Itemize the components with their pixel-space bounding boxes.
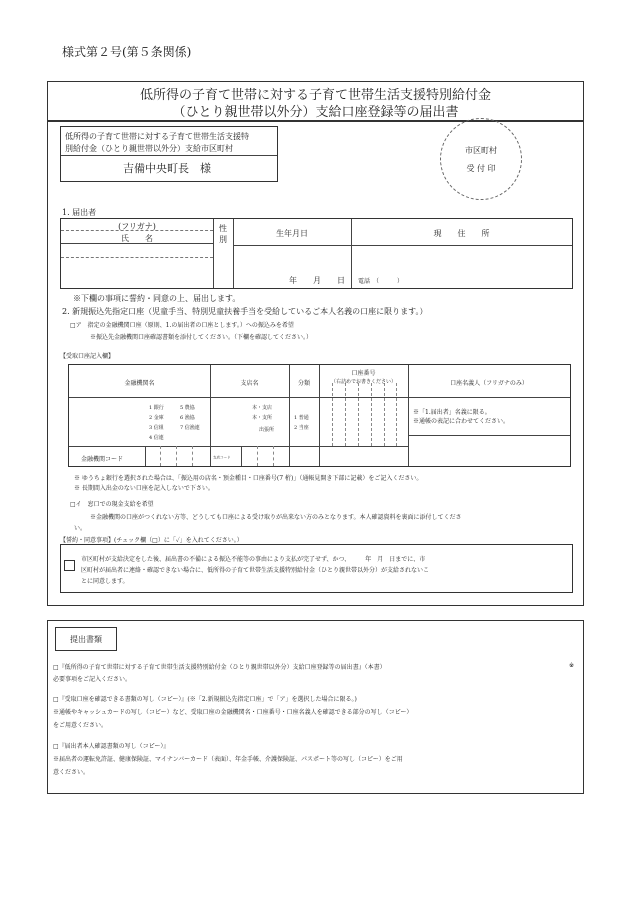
- bank-type-5: 5 農協: [180, 405, 195, 411]
- addressee-line2: 別給付金（ひとり親世帯以外分）支給市区町村: [65, 144, 233, 153]
- section1-heading: 1. 届出者: [62, 208, 97, 217]
- account-type-1: 1 普通: [294, 415, 309, 421]
- yucho-note: ※ ゆうちょ銀行を選択された場合は、「振込用の店名・預金種目・口座番号(7 桁)」（通帳見開き下部に記載）をご記入ください。: [74, 475, 423, 482]
- form-number: 様式第２号(第５条関係): [62, 45, 192, 59]
- furigana-label: (フリガナ): [118, 222, 156, 231]
- submission-heading-box: [55, 627, 117, 651]
- submission-box: [47, 620, 584, 794]
- account-type-header: 分類: [297, 380, 310, 387]
- holder-note-1: ※「1.届出者」名義に限る。: [413, 409, 491, 416]
- branch-type-1: 本・支店: [252, 405, 273, 411]
- stamp-line1: 市区町村: [465, 146, 497, 155]
- account-table: [68, 364, 571, 467]
- name-label: 氏 名: [121, 234, 153, 243]
- birthdate-units: 年 月 日: [289, 276, 345, 285]
- submission-heading: 提出書類: [70, 635, 102, 644]
- stamp-line2: 受 付 印: [466, 164, 496, 173]
- bank-name-header: 金融機関名: [124, 380, 155, 387]
- bank-type-7: 7 信漁連: [180, 425, 200, 431]
- title-box: [47, 81, 584, 121]
- account-heading: 【受取口座記入欄】: [60, 353, 115, 360]
- applicant-table: [60, 218, 573, 289]
- pledge-heading: 【誓約・同意事項】(チェック欄（□）に「✓」を入れてください。）: [60, 537, 243, 544]
- section2-heading: 2. 新規振込先指定口座（児童手当、特別児童扶養手当を受給しているご本人名義の口座に限ります。）: [62, 307, 428, 316]
- gender-label-2: 別: [219, 235, 227, 244]
- branch-name-header: 支店名: [240, 380, 259, 387]
- agree-note: ※下欄の事項に誓約・同意の上、届出します。: [73, 294, 241, 303]
- bank-code-label: 金融機関コード: [81, 456, 124, 463]
- pledge-checkbox[interactable]: [64, 560, 75, 571]
- pledge-text-2: 区町村が届出者に連絡・確認できない場合に、低所得の子育て世帯生活支援特別給付金（ひとり親世帯以外分）が支給されないこ: [81, 567, 430, 574]
- branch-type-3: 出張所: [259, 427, 275, 433]
- bank-type-1: 1 銀行: [149, 405, 164, 411]
- doc1-line1b: ※: [569, 662, 575, 669]
- branch-code-label: 支店コード: [213, 455, 231, 460]
- pledge-text-1: 市区町村が支給決定をした後、届出書の不備による振込不能等の事由により支払が完了せず、かつ、 年 月 日までに、市: [81, 556, 426, 563]
- branch-type-2: 本・支所: [252, 415, 273, 421]
- no-passbook-note: ※ 長期間入出金のない口座を記入しないで下さい。: [74, 485, 214, 492]
- addressee-name: 吉備中央町長 様: [123, 162, 211, 175]
- pledge-box: [60, 544, 573, 593]
- option-i[interactable]: □イ 窓口での現金支給を希望: [70, 501, 154, 508]
- doc3-line3: 意ください。: [53, 769, 90, 776]
- birthdate-label: 生年月日: [276, 229, 308, 238]
- doc2-line3: をご用意ください。: [53, 722, 108, 729]
- account-number-header: 口座番号: [351, 370, 376, 377]
- address-label: 現 住 所: [433, 229, 490, 238]
- doc2-line2: ※通帳やキャッシュカードの写し（コピー）など、受取口座の金融機関名・口座番号・口座名義人を確認できる部分の写し（コピー）: [53, 709, 413, 716]
- doc2-line1: □『受取口座を確認できる書類の写し（コピー）』(※「2.新規振込先指定口座」で「ア」を選択した場合に限る。): [53, 696, 357, 703]
- reception-stamp: [440, 118, 522, 200]
- phone-label: 電話 （ ）: [358, 278, 404, 285]
- doc1-line1: □『低所得の子育て世帯に対する子育て世帯生活支援特別給付金（ひとり親世帯以外分）支給口座登録等の届出書』（本書）: [53, 664, 386, 671]
- addressee-line1: 低所得の子育て世帯に対する子育て世帯生活支援特: [65, 132, 249, 141]
- bank-type-4: 4 信連: [149, 435, 164, 441]
- account-holder-header: 口座名義人（フリガナのみ）: [450, 380, 528, 387]
- pledge-text-3: とに同意します。: [81, 578, 129, 585]
- account-type-2: 2 当座: [294, 425, 309, 431]
- title-line2: （ひとり親世帯以外分）支給口座登録等の届出書: [172, 105, 459, 120]
- bank-type-3: 3 信組: [149, 425, 164, 431]
- bank-type-6: 6 漁協: [180, 415, 195, 421]
- gender-label-1: 性: [219, 224, 227, 233]
- account-number-note: （右詰めでお書きください）: [330, 379, 396, 385]
- holder-note-2: ※通帳の表記に合わせてください。: [413, 418, 510, 425]
- doc1-line2: 必要事項をご記入ください。: [53, 676, 132, 683]
- option-i-note: ※金融機関の口座がつくれない方等、どうしても口座による受け取りが出来ない方のみとなります。本人確認資料を裏面に添付してくださ: [90, 514, 462, 521]
- option-i-note2: い。: [74, 525, 87, 532]
- option-a-note: ※振込先金融機関口座確認書類を添付してください。（下欄を確認してください。）: [90, 334, 313, 341]
- bank-type-2: 2 金庫: [149, 415, 164, 421]
- doc3-line1: □『届出者本人確認書類の写し（コピー）』: [53, 743, 170, 750]
- doc3-line2: ※届出者の運転免許証、健康保険証、マイナンバーカード（表面）、年金手帳、介護保険証、パスポート等の写し（コピー）をご用: [53, 756, 403, 763]
- option-a[interactable]: □ア 指定の金融機関口座（原則、1.の届出者の口座とします。）への振込みを希望: [70, 322, 294, 329]
- title-line1: 低所得の子育て世帯に対する子育て世帯生活支援特別給付金: [139, 88, 491, 103]
- addressee-box: [60, 126, 278, 182]
